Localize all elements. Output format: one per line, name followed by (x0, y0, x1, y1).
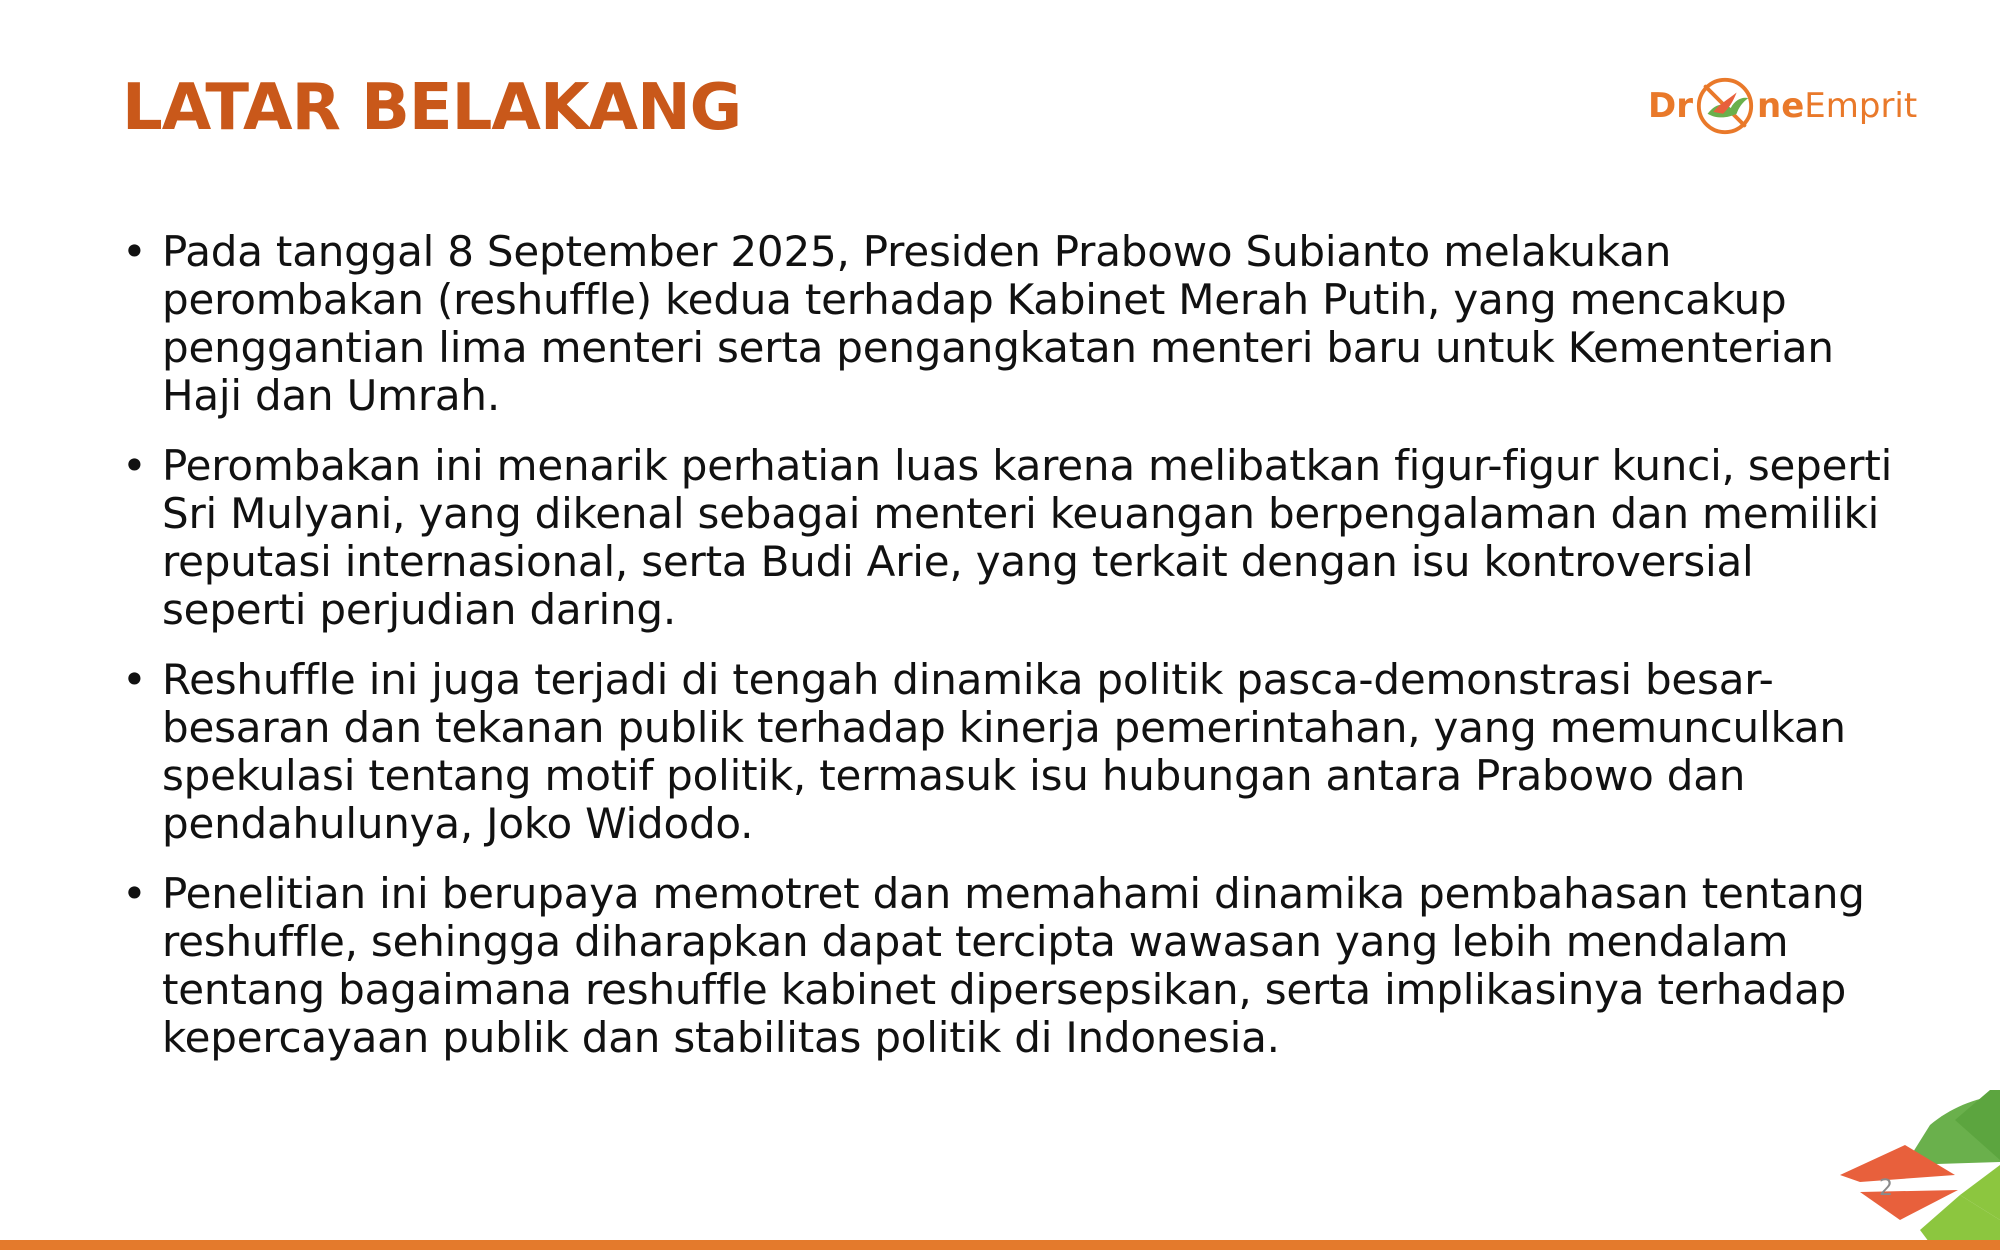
drone-bird-circle-icon (1694, 75, 1756, 137)
bullet-item (122, 870, 1902, 1062)
bullet-text: Pada tanggal 8 September 2025, Presiden Prabowo Subianto melakukan perombakan (reshuffle) kedua terhadap Kabinet Merah Putih, yang mencakup penggantian lima menteri serta pengangkatan menteri baru untuk Kementerian Haji dan Umrah. (162, 227, 1834, 420)
bullet-item (122, 656, 1902, 848)
bullet-list (122, 228, 1902, 1084)
bullet-item (122, 228, 1902, 420)
bullet-item (122, 442, 1902, 634)
logo-text-ne: ne (1757, 86, 1805, 126)
slide-title: LATAR BELAKANG (122, 71, 742, 145)
bullet-marker: • (122, 227, 147, 276)
drone-emprit-logo (1648, 70, 1917, 142)
bullet-text: Perombakan ini menarik perhatian luas karena melibatkan figur-figur kunci, seperti Sri Mulyani, yang dikenal sebagai menteri keuangan berpengalaman dan memiliki reputasi internasional, serta Budi Arie, yang terkait dengan isu kontroversial seperti perjudian daring. (162, 441, 1893, 634)
logo-text-emprit: Emprit (1804, 86, 1918, 126)
bullet-marker: • (122, 655, 147, 704)
bullet-text: Reshuffle ini juga terjadi di tengah dinamika politik pasca-demonstrasi besar-besaran dan tekanan publik terhadap kinerja pemerintahan, yang memunculkan spekulasi tentang motif politik, termasuk isu hubungan antara Prabowo dan pendahulunya, Joko Widodo. (162, 655, 1846, 848)
bullet-text: Penelitian ini berupaya memotret dan memahami dinamika pembahasan tentang reshuffle, sehingga diharapkan dapat tercipta wawasan yang lebih mendalam tentang bagaimana reshuffle kabinet dipersepsikan, serta implikasinya terhadap kepercayaan publik dan stabilitas politik di Indonesia. (162, 869, 1865, 1062)
bullet-marker: • (122, 869, 147, 918)
bottom-accent-bar (0, 1240, 2000, 1250)
logo-text-dr: Dr (1648, 86, 1693, 126)
bullet-marker: • (122, 441, 147, 490)
corner-decoration (1840, 1050, 2000, 1250)
page-number: 2 (1879, 1176, 1893, 1201)
